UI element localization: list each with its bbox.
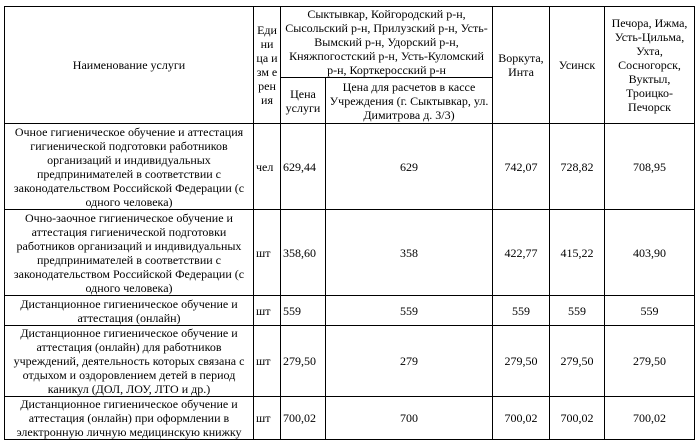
header-usinsk: Усинск bbox=[550, 7, 605, 124]
cash-price-cell: 700 bbox=[326, 397, 493, 440]
unit-cell: шт bbox=[254, 397, 281, 440]
table-row bbox=[5, 326, 695, 397]
header-service-name: Наименование услуги bbox=[5, 7, 254, 124]
vorkuta-price-cell: 422,77 bbox=[493, 210, 550, 296]
price-table bbox=[4, 6, 695, 440]
service-cell: Очно-заочное гигиеническое обучение и аттестация гигиенической подготовки работников организаций и индивидуальных предпринимателей в соответствии с законодательством Российской Федерации (с одного человека) bbox=[5, 210, 254, 296]
usinsk-price-cell: 728,82 bbox=[550, 124, 605, 210]
header-pechora: Печора, Ижма, Усть-Цильма, Ухта, Сосногорск, Вуктыл, Троицко-Печорск bbox=[605, 7, 695, 124]
cash-price-cell: 279 bbox=[326, 326, 493, 397]
price-cell: 629,44 bbox=[281, 124, 326, 210]
header-service-price: Цена услуги bbox=[281, 78, 326, 124]
unit-cell: шт bbox=[254, 210, 281, 296]
unit-cell: шт bbox=[254, 326, 281, 397]
header-vorkuta: Воркута, Инта bbox=[493, 7, 550, 124]
service-cell: Дистанционное гигиеническое обучение и аттестация (онлайн) bbox=[5, 296, 254, 326]
price-cell: 358,60 bbox=[281, 210, 326, 296]
unit-cell: шт bbox=[254, 296, 281, 326]
header-unit: Едини ца изм ерен ия bbox=[254, 7, 281, 124]
price-cell: 279,50 bbox=[281, 326, 326, 397]
table-row bbox=[5, 124, 695, 210]
pechora-price-cell: 559 bbox=[605, 296, 695, 326]
service-cell: Дистанционное гигиеническое обучение и аттестация (онлайн) для работников учреждений, деятельность которых связана с отдыхом и оздоровлением детей в период каникул (ДОЛ, ЛОУ, ЛТО и др.) bbox=[5, 326, 254, 397]
pechora-price-cell: 279,50 bbox=[605, 326, 695, 397]
service-cell: Дистанционное гигиеническое обучение и аттестация (онлайн) при оформлении в электронную личную медицинскую книжку bbox=[5, 397, 254, 440]
usinsk-price-cell: 415,22 bbox=[550, 210, 605, 296]
pechora-price-cell: 700,02 bbox=[605, 397, 695, 440]
vorkuta-price-cell: 700,02 bbox=[493, 397, 550, 440]
table-row bbox=[5, 210, 695, 296]
usinsk-price-cell: 559 bbox=[550, 296, 605, 326]
vorkuta-price-cell: 279,50 bbox=[493, 326, 550, 397]
cash-price-cell: 559 bbox=[326, 296, 493, 326]
cash-price-cell: 358 bbox=[326, 210, 493, 296]
price-cell: 700,02 bbox=[281, 397, 326, 440]
price-cell: 559 bbox=[281, 296, 326, 326]
pechora-price-cell: 708,95 bbox=[605, 124, 695, 210]
table-row bbox=[5, 296, 695, 326]
unit-cell: чел bbox=[254, 124, 281, 210]
table-row bbox=[5, 397, 695, 440]
vorkuta-price-cell: 742,07 bbox=[493, 124, 550, 210]
vorkuta-price-cell: 559 bbox=[493, 296, 550, 326]
service-cell: Очное гигиеническое обучение и аттестация гигиенической подготовки работников организаций и индивидуальных предпринимателей в соответствии с законодательством Российской Федерации (с одного человека) bbox=[5, 124, 254, 210]
header-group-syktyvkar: Сыктывкар, Койгородский р-н, Сысольский р-н, Прилузский р-н, Усть-Вымский р-н, Удорский р-н, Княжпогостский р-н, Усть-Куломский р-н, Корткеросский р-н bbox=[281, 7, 493, 78]
header-cash-price: Цена для расчетов в кассе Учреждения (г. Сыктывкар, ул. Димитрова д. 3/3) bbox=[326, 78, 493, 124]
usinsk-price-cell: 279,50 bbox=[550, 326, 605, 397]
pechora-price-cell: 403,90 bbox=[605, 210, 695, 296]
cash-price-cell: 629 bbox=[326, 124, 493, 210]
usinsk-price-cell: 700,02 bbox=[550, 397, 605, 440]
